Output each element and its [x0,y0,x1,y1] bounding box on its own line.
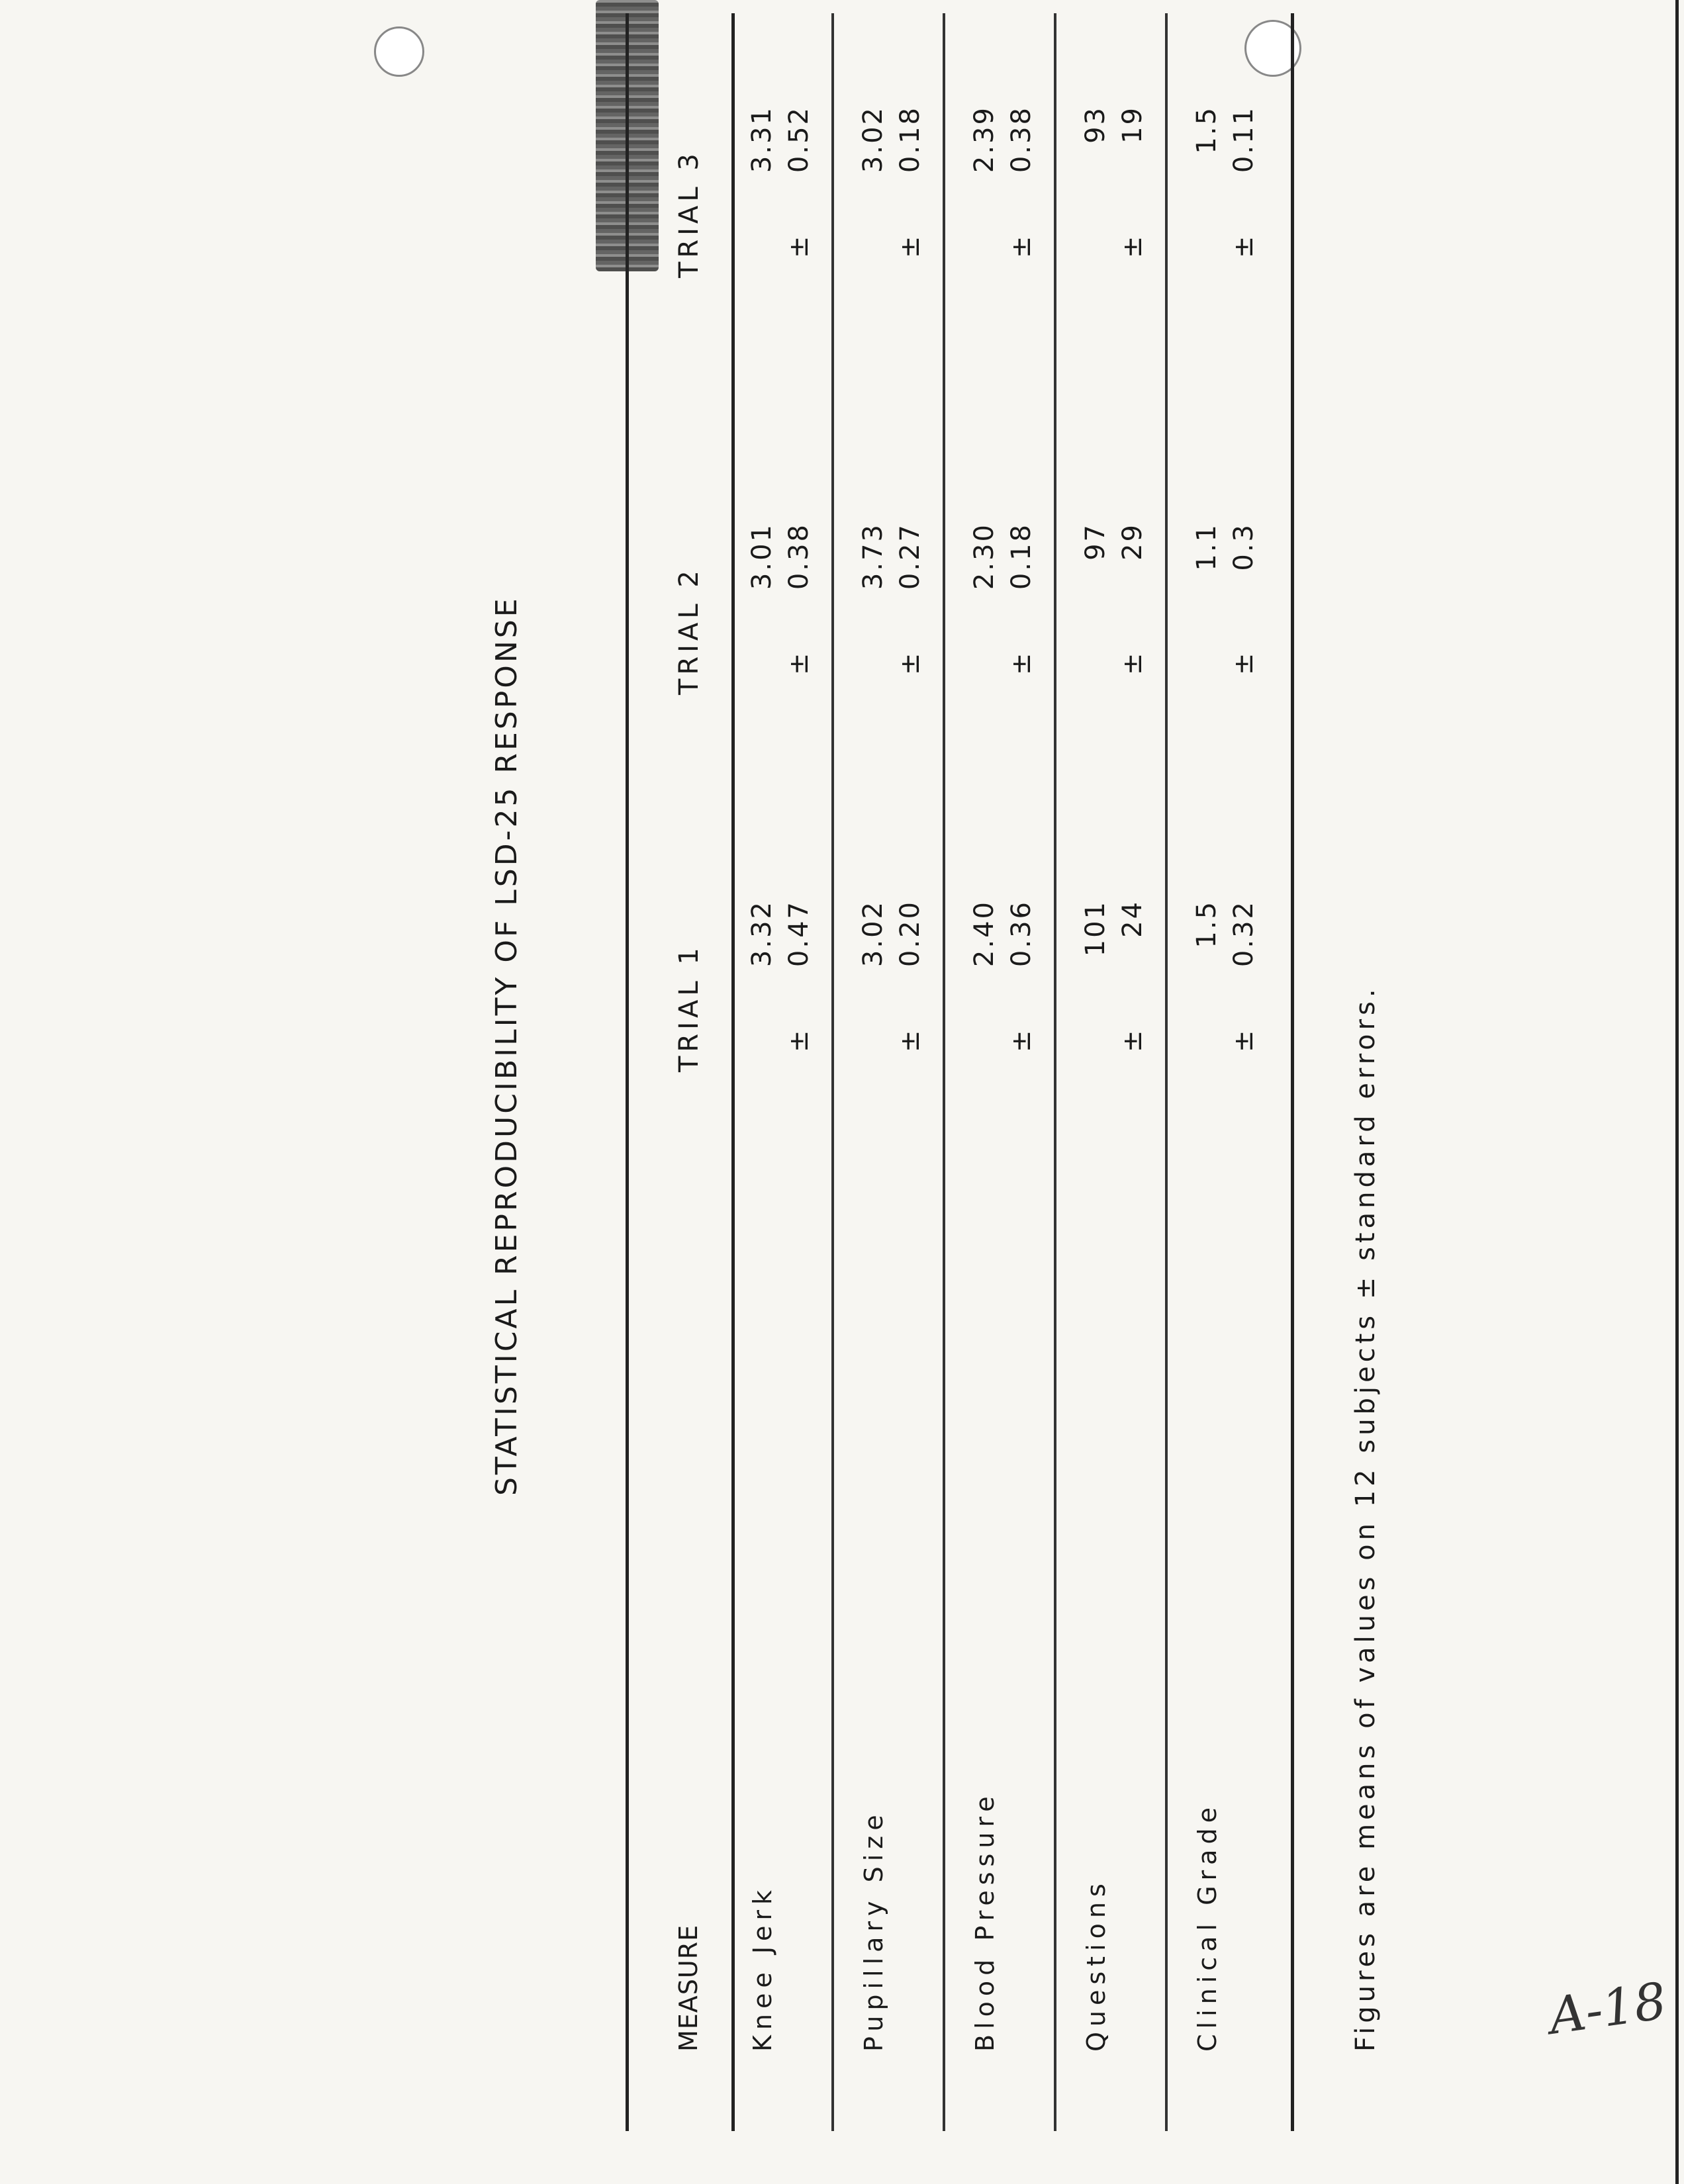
trial-2-cell [747,523,826,695]
row-label: Blood Pressure [970,1791,1000,2052]
trial-2-cell [1080,523,1160,695]
mean-value: 1.5 [1192,106,1222,154]
trial-2-cell [969,523,1049,695]
mean-value: 3.31 [747,106,777,173]
plus-minus-symbol: ± [1117,1028,1148,1052]
trial-1-cell [1192,900,1271,1072]
plus-minus-symbol: ± [895,1028,925,1052]
standard-error-value: 0.36 [1006,900,1037,968]
standard-error-value: 0.3 [1229,523,1259,571]
table-row [1068,13,1168,2131]
row-label: Questions [1082,1878,1111,2052]
mean-value: 3.02 [858,900,888,968]
plus-minus-symbol: ± [784,234,814,258]
plus-minus-symbol: ± [784,1028,814,1052]
mean-value: 1.1 [1192,523,1222,571]
standard-error-value: 0.52 [784,106,814,173]
standard-error-value: 0.20 [895,900,925,968]
table-row [735,13,834,2131]
table-bottom-rule [1291,13,1294,2131]
standard-error-value: 0.47 [784,900,814,968]
row-separator [831,13,834,2131]
row-label: Clinical Grade [1193,1802,1222,2052]
page-title: STATISTICAL REPRODUCIBILITY OF LSD-25 RESPONSE [490,596,524,1496]
trial-1-cell [747,900,826,1072]
trial-1-cell [858,900,937,1072]
table-top-rule [626,13,629,2131]
page-edge [1675,0,1679,2184]
trial-2-cell [858,523,937,695]
standard-error-value: 0.38 [1006,106,1037,173]
trial-3-cell [1192,106,1271,278]
plus-minus-symbol: ± [1117,234,1148,258]
trial-2-cell [1192,523,1271,695]
mean-value: 3.32 [747,900,777,968]
mean-value: 1.5 [1192,900,1222,948]
row-separator [1054,13,1056,2131]
standard-error-value: 0.11 [1229,106,1259,173]
column-header-trial-3: TRIAL 3 [674,150,704,278]
table-row [846,13,945,2131]
table-footnote: Figures are means of values on 12 subjects ± standard errors. [1350,985,1381,2052]
plus-minus-symbol: ± [1006,1028,1037,1052]
column-header-trial-2: TRIAL 2 [674,567,704,695]
row-label: Pupillary Size [859,1809,888,2052]
trial-1-cell [1080,900,1160,1072]
mean-value: 97 [1080,523,1111,561]
standard-error-value: 0.38 [784,523,814,590]
plus-minus-symbol: ± [784,651,814,675]
row-separator [1165,13,1168,2131]
trial-1-cell [969,900,1049,1072]
standard-error-value: 0.32 [1229,900,1259,968]
table-row [1180,13,1279,2131]
mean-value: 101 [1080,900,1111,957]
rotated-table-panel [463,0,1381,2184]
plus-minus-symbol: ± [895,651,925,675]
plus-minus-symbol: ± [1229,1028,1259,1052]
mean-value: 3.73 [858,523,888,590]
row-label: Knee Jerk [748,1884,777,2052]
mean-value: 2.40 [969,900,1000,968]
punch-hole [374,26,424,77]
row-separator [943,13,945,2131]
mean-value: 93 [1080,106,1111,144]
standard-error-value: 29 [1117,523,1148,561]
trial-3-cell [858,106,937,278]
handwritten-page-mark: A-18 [1545,1971,1670,2046]
mean-value: 2.30 [969,523,1000,590]
mean-value: 3.02 [858,106,888,173]
standard-error-value: 24 [1117,900,1148,938]
trial-3-cell [747,106,826,278]
table-row [957,13,1056,2131]
standard-error-value: 0.18 [895,106,925,173]
plus-minus-symbol: ± [1229,651,1259,675]
mean-value: 2.39 [969,106,1000,173]
plus-minus-symbol: ± [1117,651,1148,675]
column-header-trial-1: TRIAL 1 [674,944,704,1072]
column-header-measure: MEASURE [674,1924,703,2052]
standard-error-value: 0.18 [1006,523,1037,590]
standard-error-value: 0.27 [895,523,925,590]
plus-minus-symbol: ± [1006,234,1037,258]
plus-minus-symbol: ± [1006,651,1037,675]
plus-minus-symbol: ± [895,234,925,258]
trial-3-cell [969,106,1049,278]
trial-3-cell [1080,106,1160,278]
plus-minus-symbol: ± [1229,234,1259,258]
mean-value: 3.01 [747,523,777,590]
standard-error-value: 19 [1117,106,1148,144]
